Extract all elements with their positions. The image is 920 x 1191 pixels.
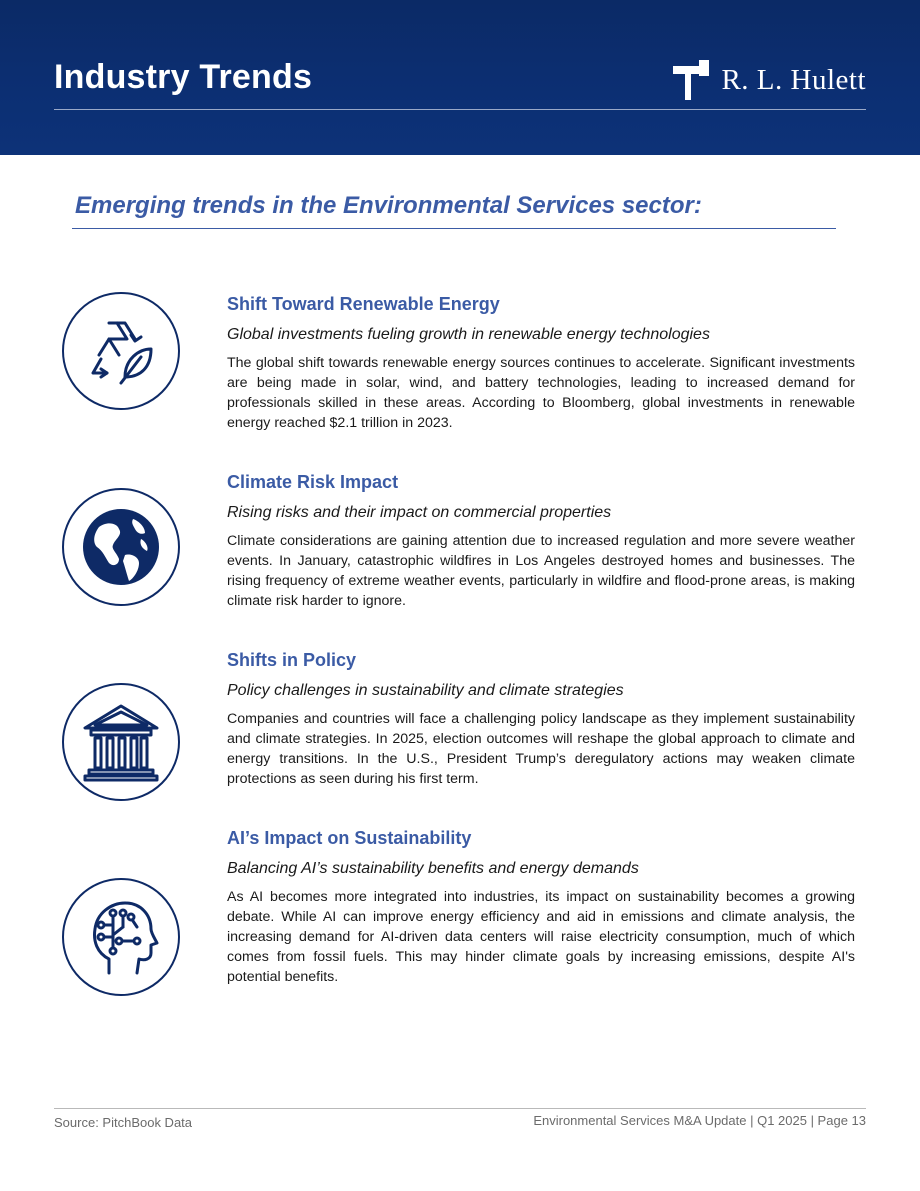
section-subtitle: Emerging trends in the Environmental Services sector: (75, 192, 702, 219)
trend-subheading: Global investments fueling growth in renewable energy technologies (227, 326, 710, 343)
header-banner (0, 0, 920, 155)
trend-body: As AI becomes more integrated into industries, its impact on sustainability becomes a growing debate. While AI can improve energy efficiency and aid in emissions and climate analysis, the increasing demand for AI-driven data centers will raise electricity consumption, much of which comes from fossil fuels. This may hinder climate goals by increasing emissions, despite AI's potential benefits. (227, 889, 855, 985)
logo-mark-icon (673, 60, 709, 100)
trend-body: Climate considerations are gaining attention due to increased regulation and more severe weather events. In January, catastrophic wildfires in Los Angeles destroyed homes and businesses. The rising frequency of extreme weather events, particularly in wildfire and flood-prone areas, is making climate risk harder to ignore. (227, 533, 855, 609)
trend-subheading: Rising risks and their impact on commercial properties (227, 504, 612, 521)
recycle-leaf-icon (62, 292, 180, 410)
globe-icon (62, 488, 180, 606)
footer-source: Source: PitchBook Data (54, 1115, 193, 1130)
government-building-icon (62, 683, 180, 801)
trend-heading: Shifts in Policy (227, 650, 357, 670)
header-divider (54, 109, 866, 110)
logo-text: R. L. Hulett (721, 63, 866, 96)
trend-subheading: Policy challenges in sustainability and climate strategies (227, 682, 624, 699)
trend-heading: Climate Risk Impact (227, 472, 399, 492)
page-title: Industry Trends (54, 58, 313, 96)
subtitle-divider (72, 228, 836, 229)
footer-page-info: Environmental Services M&A Update | Q1 2025 | Page 13 (533, 1113, 866, 1128)
trend-heading: Shift Toward Renewable Energy (227, 294, 500, 314)
trend-heading: AI’s Impact on Sustainability (227, 828, 472, 848)
trend-subheading: Balancing AI’s sustainability benefits and energy demands (227, 860, 639, 877)
footer-divider (54, 1108, 866, 1109)
ai-head-circuit-icon (62, 878, 180, 996)
trend-body: Companies and countries will face a challenging policy landscape as they implement sustainability and climate strategies. In 2025, election outcomes will reshape the global approach to climate and energy transitions. In the U.S., President Trump’s deregulatory actions may weaken climate protections as seen during his first term. (227, 711, 855, 787)
company-logo (673, 60, 866, 100)
trend-body: The global shift towards renewable energy sources continues to accelerate. Significant investments are being made in solar, wind, and battery technologies, leading to increased demand for professionals skilled in these areas. According to Bloomberg, global investments in renewable energy reached $2.1 trillion in 2023. (227, 355, 855, 431)
